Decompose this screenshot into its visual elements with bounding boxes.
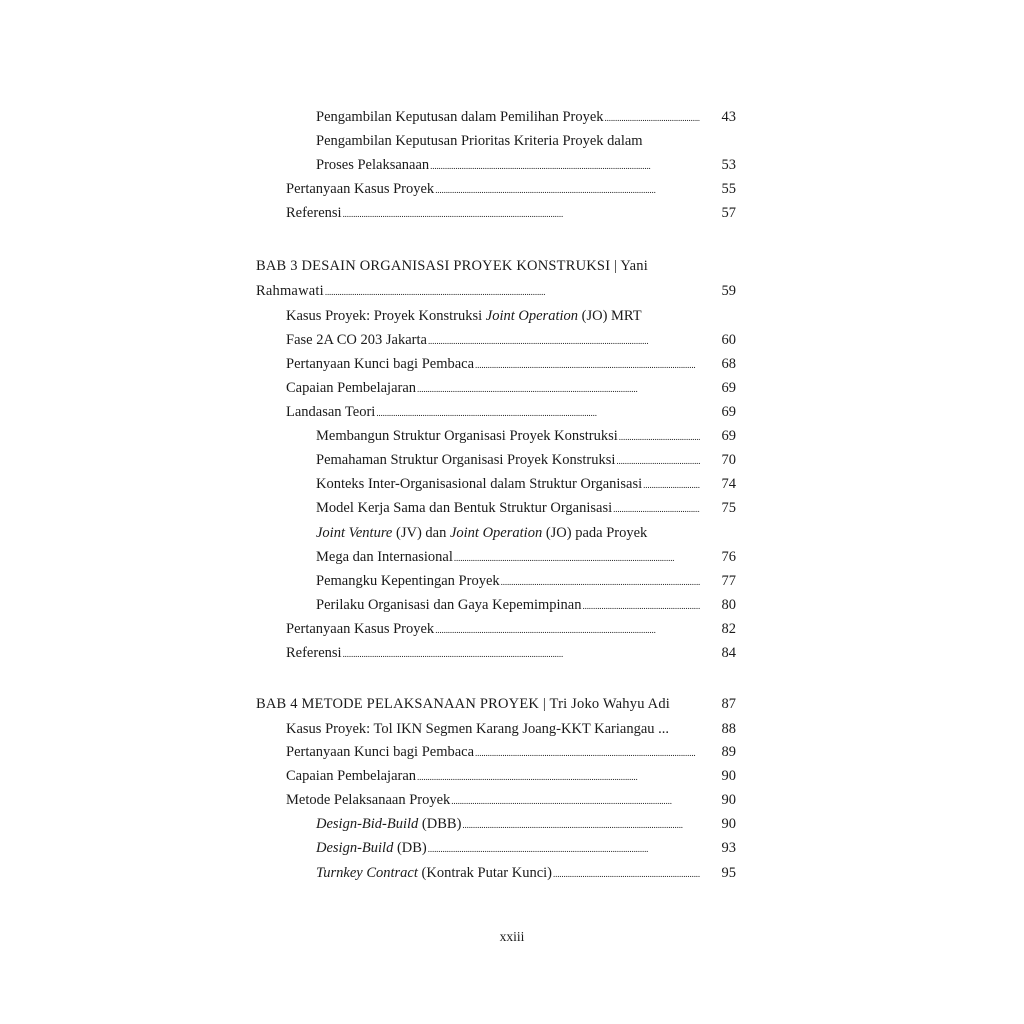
toc-entry-title-line1: Pengambilan Keputusan Prioritas Kriteria Proyek dalam <box>316 133 643 149</box>
toc-leader-dots <box>454 547 700 568</box>
toc-leader-dots <box>325 281 700 302</box>
toc-entry <box>286 354 704 374</box>
toc-leader-dots <box>428 838 700 859</box>
toc-entry <box>316 426 704 446</box>
toc-entry-title: Pertanyaan Kunci bagi Pembaca <box>286 744 475 760</box>
toc-entry <box>286 643 704 663</box>
toc-entry-title: Pemangku Kepentingan Proyek <box>316 573 500 589</box>
chapter-heading: BAB 4 METODE PELAKSANAAN PROYEK | Tri Joko Wahyu Adi <box>256 696 671 712</box>
toc-page-number: 53 <box>721 157 736 173</box>
toc-leader-dots <box>613 498 700 519</box>
toc-leader-dots <box>343 643 700 664</box>
toc-leader-dots <box>343 203 700 224</box>
toc-entry <box>316 450 704 470</box>
title-italic-text: Turnkey Contract <box>316 865 418 881</box>
toc-entry <box>316 571 704 591</box>
toc-entry <box>286 790 704 810</box>
toc-entry <box>286 402 704 422</box>
toc-page-number: 59 <box>721 283 736 299</box>
toc-page-number: 90 <box>721 816 736 832</box>
toc-entry <box>286 619 704 639</box>
toc-entry-title: Kasus Proyek: Tol IKN Segmen Karang Joang-KKT Kariangau ... <box>286 721 670 737</box>
toc-leader-dots <box>619 426 700 447</box>
toc-page-number: 84 <box>721 645 736 661</box>
toc-entry <box>316 547 704 567</box>
toc-leader-dots <box>475 354 700 375</box>
toc-entry <box>286 203 704 223</box>
toc-entry <box>286 742 704 762</box>
toc-entry <box>316 498 704 518</box>
toc-page-number: 74 <box>721 476 736 492</box>
toc-entry-title: Model Kerja Sama dan Bentuk Struktur Organisasi <box>316 500 613 516</box>
toc-entry-title: Pertanyaan Kasus Proyek <box>286 621 435 637</box>
chapter-heading-line2: Rahmawati <box>256 283 324 299</box>
toc-page-number: 76 <box>721 549 736 565</box>
title-italic-text: Design-Bid-Build <box>316 816 419 832</box>
toc-entry <box>316 107 704 127</box>
toc-page-number: 60 <box>721 332 736 348</box>
toc-leader-dots <box>583 595 701 616</box>
chapter-entry <box>256 281 704 301</box>
toc-leader-dots <box>435 619 700 640</box>
toc-leader-dots <box>475 742 700 763</box>
toc-leader-dots <box>605 107 700 128</box>
toc-page-number: 82 <box>721 621 736 637</box>
toc-entry <box>316 155 704 175</box>
title-text: (DB) <box>393 840 427 856</box>
toc-entry-title: Pemahaman Struktur Organisasi Proyek Konstruksi <box>316 452 616 468</box>
toc-leader-dots <box>417 766 700 787</box>
title-italic-text: Design-Build <box>316 840 394 856</box>
toc-leader-dots <box>462 814 700 835</box>
toc-page-number: 70 <box>721 452 736 468</box>
title-text: (JO) MRT <box>578 308 642 324</box>
toc-page-number: 77 <box>721 573 736 589</box>
toc-page-number: 93 <box>721 840 736 856</box>
title-italic-text: Joint Operation <box>485 308 579 324</box>
toc-entry-title-line1 <box>286 306 642 326</box>
toc-entry-title: Perilaku Organisasi dan Gaya Kepemimpinan <box>316 597 582 613</box>
toc-page-number: 57 <box>721 205 736 221</box>
toc-page-number: 69 <box>721 380 736 396</box>
title-text: (JV) dan <box>392 525 450 541</box>
toc-entry-title: Referensi <box>286 205 342 221</box>
toc-entry-title: Pertanyaan Kasus Proyek <box>286 181 435 197</box>
toc-leader-dots <box>643 474 700 495</box>
toc-leader-dots <box>553 863 700 884</box>
toc-entry-title <box>316 863 552 883</box>
toc-entry-title: Membangun Struktur Organisasi Proyek Konstruksi <box>316 428 618 444</box>
toc-leader-dots <box>417 378 700 399</box>
toc-entry-title <box>316 814 461 834</box>
toc-page-number: 68 <box>721 356 736 372</box>
toc-leader-dots <box>430 155 700 176</box>
toc-page-number: 43 <box>721 109 736 125</box>
toc-entry <box>316 838 704 858</box>
toc-entry-title: Fase 2A CO 203 Jakarta <box>286 332 427 348</box>
toc-entry-title: Metode Pelaksanaan Proyek <box>286 792 451 808</box>
toc-entry-title: Capaian Pembelajaran <box>286 768 417 784</box>
toc-entry-title: Mega dan Internasional <box>316 549 453 565</box>
toc-entry <box>286 378 704 398</box>
page-folio-number: xxiii <box>499 929 525 944</box>
toc-entry-title: Capaian Pembelajaran <box>286 380 417 396</box>
toc-entry-title: Landasan Teori <box>286 404 376 420</box>
toc-entry-title-line1 <box>316 523 647 543</box>
toc-leader-dots <box>428 330 700 351</box>
toc-page-number: 90 <box>721 768 736 784</box>
toc-entry <box>316 814 704 834</box>
toc-entry-title: Pengambilan Keputusan dalam Pemilihan Proyek <box>316 109 604 125</box>
toc-page-number: 90 <box>721 792 736 808</box>
toc-page-number: 95 <box>721 865 736 881</box>
toc-page-number: 87 <box>721 696 736 712</box>
toc-entry <box>316 474 704 494</box>
title-text: (DBB) <box>418 816 462 832</box>
toc-page-number: 69 <box>721 404 736 420</box>
title-text: (Kontrak Putar Kunci) <box>417 865 552 881</box>
toc-page-number: 80 <box>721 597 736 613</box>
toc-entry <box>286 766 704 786</box>
toc-leader-dots <box>451 790 700 811</box>
chapter-heading-line1: BAB 3 DESAIN ORGANISASI PROYEK KONSTRUKSI | Yani <box>256 258 648 274</box>
toc-entry <box>286 330 704 350</box>
toc-leader-dots <box>376 402 700 423</box>
toc-entry <box>316 863 704 883</box>
title-text: Kasus Proyek: Proyek Konstruksi <box>286 308 486 324</box>
title-italic-text: Joint Venture <box>316 525 393 541</box>
toc-entry-title: Proses Pelaksanaan <box>316 157 430 173</box>
toc-entry <box>316 595 704 615</box>
toc-entry-title: Konteks Inter-Organisasional dalam Struktur Organisasi <box>316 476 643 492</box>
toc-page-number: 69 <box>721 428 736 444</box>
title-italic-text: Joint Operation <box>449 525 543 541</box>
title-text: (JO) pada Proyek <box>542 525 648 541</box>
toc-page-number: 55 <box>721 181 736 197</box>
toc-page-number: 75 <box>721 500 736 516</box>
toc-entry <box>286 179 704 199</box>
toc-entry-title <box>316 838 427 858</box>
toc-entry-title: Pertanyaan Kunci bagi Pembaca <box>286 356 475 372</box>
toc-entry-title: Referensi <box>286 645 342 661</box>
toc-page-number: 89 <box>721 744 736 760</box>
toc-leader-dots <box>501 571 700 592</box>
toc-leader-dots <box>435 179 700 200</box>
toc-page-number: 88 <box>721 721 736 737</box>
toc-leader-dots <box>616 450 700 471</box>
